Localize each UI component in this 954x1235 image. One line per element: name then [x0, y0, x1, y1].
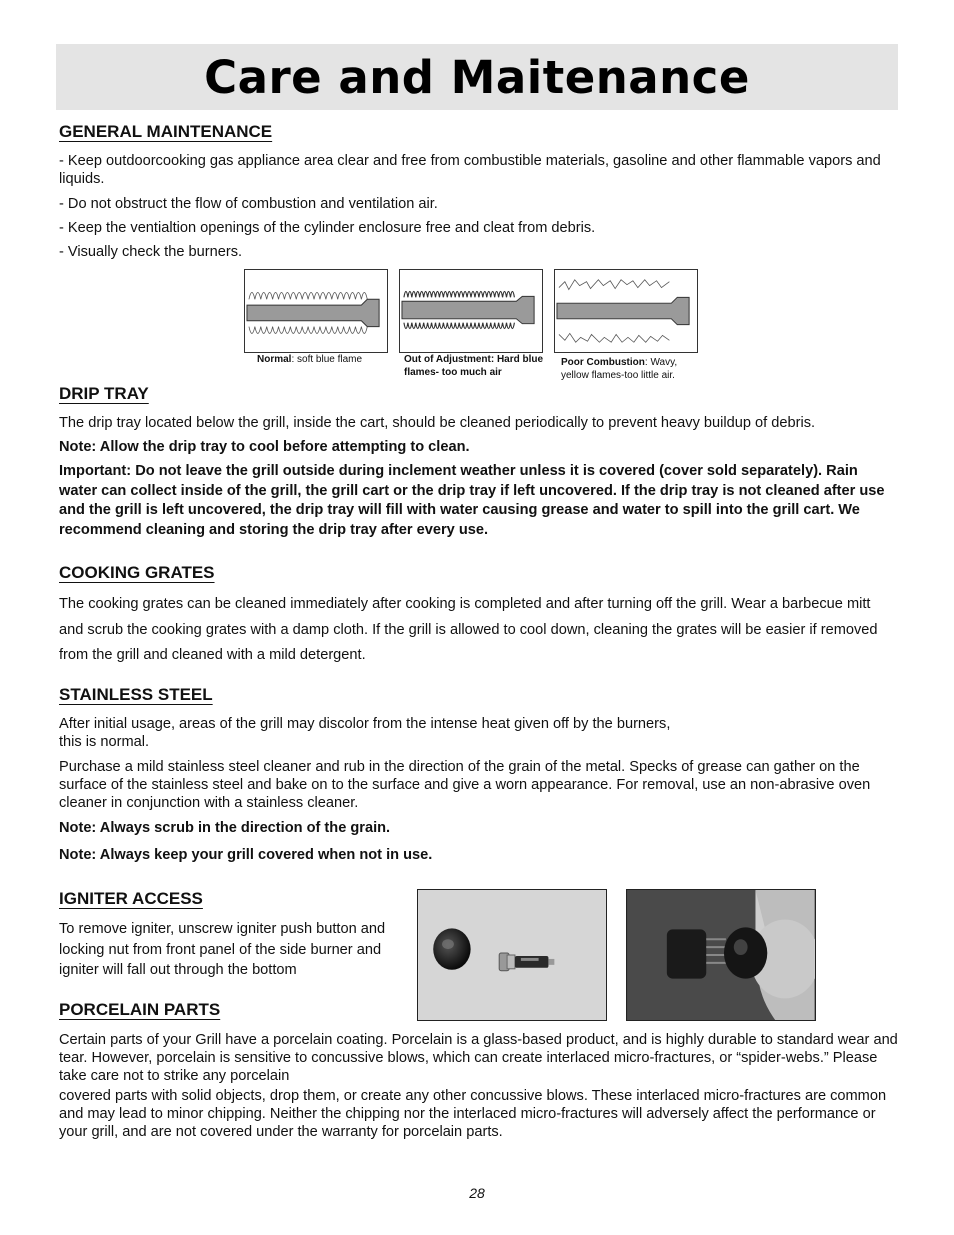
page-number: 28: [469, 1185, 485, 1201]
burner-poor-combustion-diagram: [554, 269, 698, 353]
burner-poor-combustion-caption: Poor Combustion: Wavy, yellow flames-too little air.: [561, 357, 678, 381]
burner-out-of-adjustment-caption: Out of Adjustment: Hard blue flames- too much air: [404, 354, 544, 378]
igniter-installed-photo: [626, 889, 816, 1021]
stainless-steel-note: Note: Always keep your grill covered when not in use.: [59, 847, 433, 863]
porcelain-parts-text: Certain parts of your Grill have a porcelain coating. Porcelain is a glass-based product, and is highly durable to standard wear and tear. However, porcelain is sensitive to concussive blows, which can create interlaced micro-fractures, or “spider-webs.” Please take care not to strike any porcelain: [59, 1032, 898, 1084]
general-maintenance-heading: GENERAL MAINTENANCE: [59, 122, 273, 141]
general-item: - Do not obstruct the flow of combustion and ventilation air.: [59, 196, 438, 212]
stainless-steel-heading: STAINLESS STEEL: [59, 685, 213, 704]
cooking-grates-text: The cooking grates can be cleaned immediately after cooking is completed and after turning off the grill. Wear a barbecue mitt and scrub the cooking grates with a damp cloth. If the grill is allowed to cool down, cleaning the grates will be easier if removed from the grill and cleaned with a mild detergent.: [59, 596, 878, 663]
porcelain-parts-text: covered parts with solid objects, drop them, or create any other concussive blows. These interlaced micro-fractures are common and may lead to minor chipping. Neither the chipping nor the interlaced micro-fractures will adversely affect the performance or your grill, and are not covered under the warranty for porcelain parts.: [59, 1088, 887, 1140]
igniter-parts-photo: [417, 889, 607, 1021]
general-item: - Keep the ventialtion openings of the cylinder enclosure free and cleat from debris.: [59, 220, 596, 236]
porcelain-parts-heading: PORCELAIN PARTS: [59, 1000, 221, 1019]
stainless-steel-text: Purchase a mild stainless steel cleaner and rub in the direction of the grain of the metal. Specks of grease can gather on the surface of the stainless steel and bake on to the surface and give a worn appearance. For removal, use an non-abrasive oven cleaner in conjunction with a stainless cleaner.: [59, 759, 871, 811]
general-item: - Visually check the burners.: [59, 244, 243, 260]
drip-tray-text: The drip tray located below the grill, inside the cart, should be cleaned periodically to prevent heavy buildup of debris.: [59, 415, 816, 431]
stainless-steel-text: this is normal.: [59, 734, 150, 750]
burner-normal-diagram: [244, 269, 388, 353]
igniter-access-text: To remove igniter, unscrew igniter push button and locking nut from front panel of the side burner and igniter will fall out through the bottom: [59, 921, 386, 978]
drip-tray-heading: DRIP TRAY: [59, 384, 149, 403]
igniter-access-heading: IGNITER ACCESS: [59, 889, 203, 908]
cooking-grates-heading: COOKING GRATES: [59, 563, 215, 582]
burner-out-of-adjustment-diagram: [399, 269, 543, 353]
stainless-steel-note: Note: Always scrub in the direction of the grain.: [59, 820, 391, 836]
page-title: Care and Maitenance: [204, 50, 750, 104]
drip-tray-note: Note: Allow the drip tray to cool before attempting to clean.: [59, 439, 470, 455]
drip-tray-important: Important: Do not leave the grill outside during inclement weather unless it is covered (cover sold separately). Rain water can collect inside of the grill, the grill cart or the drip tray if left uncovered. If the drip tray is not cleaned after use and the grill is left uncovered, the drip tray will fill with water causing grease and water to spill into the grill cart. We recommend cleaning and storing the drip tray after every use.: [59, 463, 885, 539]
burner-normal-caption: Normal: soft blue flame: [257, 354, 363, 365]
stainless-steel-text: After initial usage, areas of the grill may discolor from the intense heat given off by the burners,: [59, 716, 671, 732]
title-bar: [56, 44, 898, 110]
general-item: - Keep outdoorcooking gas appliance area clear and free from combustible materials, gasoline and other flammable vapors and liquids.: [59, 153, 881, 187]
